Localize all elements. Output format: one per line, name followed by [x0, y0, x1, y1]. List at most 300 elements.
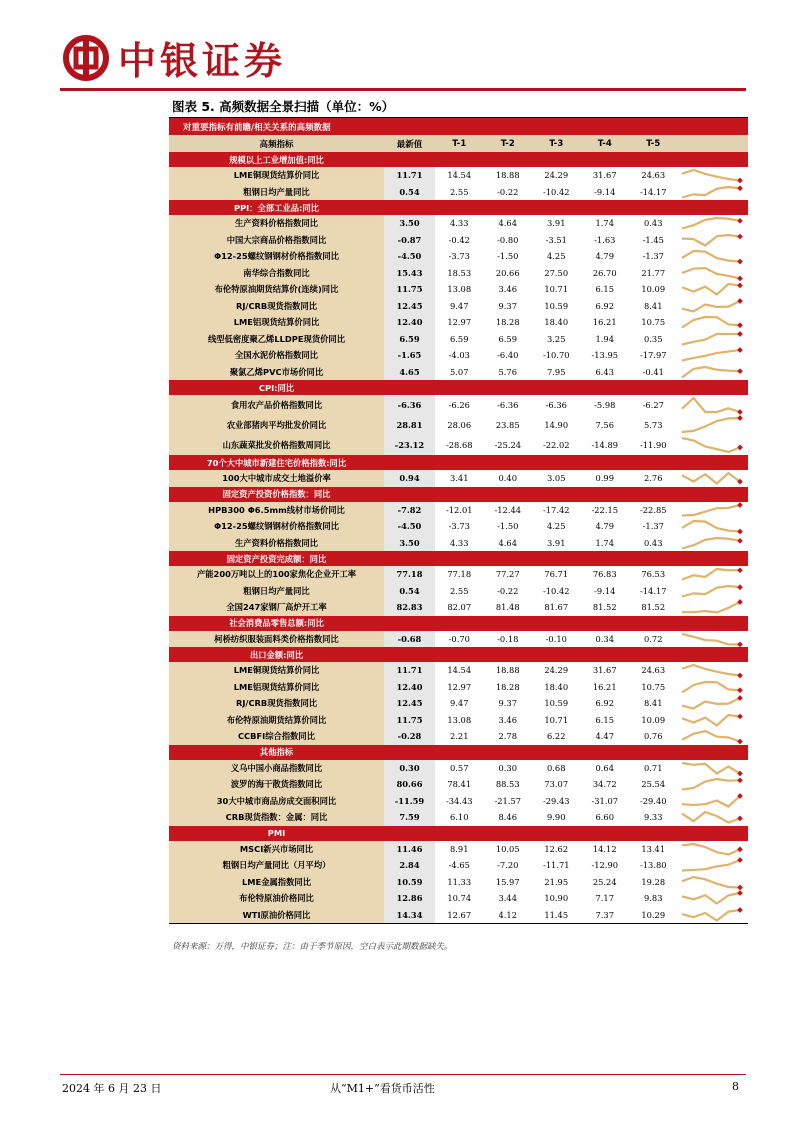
section-header [169, 826, 748, 841]
sparkline-latest-marker [737, 673, 743, 679]
sparkline [678, 566, 748, 583]
period-value: -29.43 [542, 795, 570, 806]
latest-value: 3.50 [384, 215, 435, 232]
sparkline [678, 435, 748, 455]
period-value: 18.88 [495, 665, 520, 676]
period-value: 19.28 [641, 876, 666, 887]
table-row [169, 712, 748, 729]
sparkline-path [682, 586, 740, 597]
trend-cell [678, 695, 748, 712]
sparkline-path [682, 731, 740, 742]
trend-cell [678, 776, 748, 793]
sparkline-latest-marker [737, 739, 743, 745]
latest-value: -7.82 [384, 502, 435, 519]
sparkline [678, 364, 748, 381]
sparkline-latest-marker [737, 218, 743, 224]
sparkline-latest-marker [737, 890, 743, 896]
period-value: -10.70 [542, 350, 570, 361]
period-value: -6.36 [545, 400, 567, 410]
sparkline-path [682, 268, 740, 279]
trend-cell [678, 470, 748, 487]
period-value: 34.72 [592, 779, 617, 790]
period-value: 15.97 [495, 876, 520, 887]
trend-cell [678, 857, 748, 874]
sparkline [678, 395, 748, 415]
trend-cell [678, 184, 748, 201]
period-value: -0.70 [448, 633, 470, 644]
period-value: -14.17 [639, 585, 667, 596]
period-value: 82.07 [447, 602, 472, 613]
period-value: 5.07 [450, 366, 469, 377]
period-value: -1.37 [642, 251, 664, 262]
period-value: 24.29 [544, 170, 569, 181]
sparkline-path [682, 860, 740, 871]
sparkline-latest-marker [737, 283, 743, 289]
section-header [169, 745, 748, 760]
sparkline [678, 583, 748, 600]
sparkline [678, 907, 748, 924]
period-value: -13.95 [591, 350, 619, 361]
sparkline [678, 535, 748, 552]
period-value: -6.27 [642, 400, 664, 410]
sparkline-latest-marker [737, 368, 743, 374]
table-row [169, 415, 748, 435]
period-value: 12.97 [447, 681, 472, 692]
period-value: -3.51 [545, 234, 567, 245]
period-value: 16.21 [592, 681, 617, 692]
period-value: 1.94 [595, 333, 614, 344]
period-value: 0.34 [595, 633, 614, 644]
latest-value: -1.65 [384, 347, 435, 364]
sparkline [678, 415, 748, 435]
indicator-name: 全国水泥价格指数同比 [169, 347, 384, 364]
period-value: 24.29 [544, 665, 569, 676]
period-value: -29.40 [639, 795, 667, 806]
period-value: 10.09 [641, 284, 666, 295]
table-row [169, 347, 748, 364]
sparkline-latest-marker [737, 687, 743, 693]
header-rule [60, 88, 746, 91]
period-value: -21.57 [494, 795, 522, 806]
period-value: 3.25 [547, 333, 566, 344]
period-value: -12.44 [494, 504, 522, 515]
period-value: -10.42 [542, 186, 570, 197]
period-value: -1.63 [594, 234, 616, 245]
table-row [169, 502, 748, 519]
section-header [169, 616, 748, 631]
period-value: -14.17 [639, 186, 667, 197]
section-title: 规模以上工业增加值:同比 [229, 154, 324, 165]
period-value: -28.68 [445, 440, 473, 450]
latest-value: 80.66 [384, 776, 435, 793]
table-row [169, 518, 748, 535]
period-value: 3.46 [498, 284, 517, 295]
period-value: 24.63 [641, 170, 666, 181]
period-value: 3.44 [498, 893, 517, 904]
sparkline-path [682, 602, 740, 613]
period-value: -17.42 [542, 504, 570, 515]
latest-value: 12.40 [384, 314, 435, 331]
section-header [169, 551, 748, 566]
sparkline [678, 728, 748, 745]
period-value: 13.08 [447, 284, 472, 295]
period-value: 18.40 [544, 317, 569, 328]
indicator-name: 食用农产品价格指数同比 [169, 395, 384, 415]
indicator-name: 南华综合指数同比 [169, 265, 384, 282]
period-value: 9.83 [644, 893, 663, 904]
table-row [169, 728, 748, 745]
indicator-name: 100大中城市成交土地溢价率 [169, 470, 384, 487]
period-value: 5.76 [498, 366, 517, 377]
period-value: 9.47 [450, 300, 469, 311]
period-value: -1.50 [497, 251, 519, 262]
sparkline-latest-marker [737, 641, 743, 647]
period-value: 76.71 [544, 569, 569, 580]
period-value: 0.57 [450, 762, 469, 773]
trend-cell [678, 662, 748, 679]
trend-cell [678, 364, 748, 381]
period-value: 2.21 [450, 731, 469, 742]
section-header [169, 487, 748, 502]
indicator-name: 粗钢日均产量同比（月平均） [169, 857, 384, 874]
sparkline-path [682, 438, 740, 452]
indicator-name: 布伦特原油期货结算价(连续)同比 [169, 281, 384, 298]
indicator-name: LME铝现货结算价同比 [169, 314, 384, 331]
sparkline [678, 662, 748, 679]
period-value: 6.92 [595, 300, 614, 311]
period-value: 6.15 [595, 284, 614, 295]
latest-value: 0.30 [384, 760, 435, 777]
sparkline-path [682, 796, 740, 807]
period-value: 4.64 [498, 218, 517, 229]
period-value: 6.10 [450, 812, 469, 823]
latest-value: 82.83 [384, 599, 435, 616]
sparkline-path [682, 235, 740, 246]
column-header: T-4 [597, 138, 612, 149]
period-value: -22.85 [639, 504, 667, 515]
section-title: PPI：全部工业品:同比 [234, 202, 319, 213]
section-title: 70个大中城市新建住宅价格指数:同比 [206, 457, 347, 468]
latest-value: 3.50 [384, 535, 435, 552]
trend-cell [678, 232, 748, 249]
period-value: 21.77 [641, 267, 666, 278]
brand-name: 中银证券 [118, 39, 287, 83]
period-value: 9.37 [498, 698, 517, 709]
indicator-name: WTI原油价格同比 [169, 907, 384, 924]
trend-cell [678, 167, 748, 184]
period-value: 81.52 [641, 602, 666, 613]
table-row [169, 857, 748, 874]
table-row [169, 776, 748, 793]
period-value: -4.03 [448, 350, 470, 361]
indicator-name: 义乌中国小商品指数同比 [169, 760, 384, 777]
indicator-name: 生产资料价格指数同比 [169, 215, 384, 232]
table-row [169, 566, 748, 583]
trend-cell [678, 760, 748, 777]
period-value: 8.46 [498, 812, 517, 823]
table-row [169, 298, 748, 315]
period-value: 8.41 [644, 300, 663, 311]
trend-cell [678, 841, 748, 858]
period-value: 3.05 [547, 473, 566, 484]
period-value: -6.40 [497, 350, 519, 361]
period-value: 4.12 [498, 909, 517, 920]
indicator-name: 农业部猪肉平均批发价同比 [169, 415, 384, 435]
table-row [169, 535, 748, 552]
period-value: -12.90 [591, 860, 619, 871]
period-value: 18.88 [495, 170, 520, 181]
period-value: 10.74 [447, 893, 472, 904]
period-value: -0.41 [642, 366, 664, 377]
trend-cell [678, 599, 748, 616]
period-value: 3.91 [547, 537, 566, 548]
sparkline-path [682, 634, 740, 645]
footer-rule [60, 1074, 746, 1075]
sparkline-path [682, 893, 740, 904]
period-value: 31.67 [592, 665, 617, 676]
sparkline-path [682, 779, 740, 790]
sparkline-latest-marker [737, 415, 743, 421]
trend-cell [678, 395, 748, 415]
period-value: 77.27 [495, 569, 520, 580]
period-value: 27.50 [544, 267, 569, 278]
trend-cell [678, 712, 748, 729]
latest-value: 2.84 [384, 857, 435, 874]
sparkline-path [682, 218, 740, 229]
indicator-name: HPB300 Φ6.5mm线材市场价同比 [169, 502, 384, 519]
table-row [169, 679, 748, 696]
period-value: 25.24 [592, 876, 617, 887]
sparkline [678, 470, 748, 487]
period-value: 9.33 [644, 812, 663, 823]
period-value: 81.48 [495, 602, 520, 613]
period-value: -11.90 [639, 440, 667, 450]
latest-value: -4.50 [384, 518, 435, 535]
period-value: -1.45 [642, 234, 664, 245]
trend-cell [678, 331, 748, 348]
trend-cell [678, 415, 748, 435]
sparkline-latest-marker [737, 331, 743, 337]
period-value: -6.26 [448, 400, 470, 410]
latest-value: 12.45 [384, 695, 435, 712]
period-value: 10.90 [544, 893, 569, 904]
section-title: 固定资产投资完成额：同比 [226, 553, 327, 564]
period-value: 0.76 [644, 731, 663, 742]
column-header: T-5 [646, 138, 661, 149]
column-header: T-3 [549, 138, 564, 149]
period-value: 9.47 [450, 698, 469, 709]
period-value: -25.24 [494, 440, 522, 450]
trend-cell [678, 793, 748, 810]
sparkline-latest-marker [737, 347, 743, 353]
period-value: 10.75 [641, 317, 666, 328]
indicator-name: 中国大宗商品价格指数同比 [169, 232, 384, 249]
trend-cell [678, 518, 748, 535]
sparkline-latest-marker [737, 185, 743, 191]
sparkline [678, 248, 748, 265]
table-row [169, 599, 748, 616]
trend-cell [678, 907, 748, 924]
period-value: 11.33 [447, 876, 472, 887]
column-header: T-1 [452, 138, 467, 149]
sparkline-latest-marker [737, 233, 743, 239]
period-value: 1.74 [595, 537, 614, 548]
table-row [169, 395, 748, 415]
period-value: 4.25 [547, 251, 566, 262]
latest-value: 14.34 [384, 907, 435, 924]
sparkline [678, 776, 748, 793]
period-value: 0.43 [644, 218, 663, 229]
period-value: 14.12 [592, 843, 617, 854]
period-value: 9.90 [547, 812, 566, 823]
period-value: 10.59 [544, 300, 569, 311]
latest-value: -6.36 [384, 395, 435, 415]
table-row [169, 281, 748, 298]
sparkline-latest-marker [737, 529, 743, 535]
section-title: 出口金额:同比 [249, 649, 304, 660]
sparkline-path [682, 418, 740, 432]
trend-cell [678, 566, 748, 583]
latest-value: -0.28 [384, 728, 435, 745]
table-row [169, 662, 748, 679]
period-value: 4.33 [450, 218, 469, 229]
period-value: 14.90 [544, 420, 569, 430]
sparkline [678, 874, 748, 891]
sparkline-path [682, 350, 740, 361]
table-row [169, 841, 748, 858]
period-value: 10.09 [641, 714, 666, 725]
trend-cell [678, 314, 748, 331]
sparkline-path [682, 715, 740, 726]
period-value: 6.43 [595, 366, 614, 377]
latest-value: 0.54 [384, 583, 435, 600]
period-value: -0.80 [497, 234, 519, 245]
sparkline-path [682, 844, 740, 855]
period-value: 11.45 [544, 909, 569, 920]
sparkline [678, 265, 748, 282]
table-row [169, 331, 748, 348]
period-value: 25.54 [641, 779, 666, 790]
period-value: 0.72 [644, 633, 663, 644]
period-value: -22.02 [542, 440, 570, 450]
period-value: 76.53 [641, 569, 666, 580]
period-value: 81.67 [544, 602, 569, 613]
sparkline [678, 760, 748, 777]
period-value: 3.46 [498, 714, 517, 725]
section-header [169, 455, 748, 470]
period-value: 76.83 [592, 569, 617, 580]
trend-cell [678, 809, 748, 826]
sparkline [678, 841, 748, 858]
period-value: 7.56 [595, 420, 614, 430]
sparkline-path [682, 682, 740, 693]
period-value: 4.33 [450, 537, 469, 548]
period-value: 7.37 [595, 909, 614, 920]
sparkline-path [682, 284, 740, 295]
latest-value: 11.75 [384, 281, 435, 298]
indicator-name: RJ/CRB现货指数同比 [169, 298, 384, 315]
section-header [169, 200, 748, 215]
sparkline-path [682, 569, 740, 580]
period-value: -13.80 [639, 860, 667, 871]
column-header-row [169, 135, 748, 152]
period-value: 2.55 [450, 186, 469, 197]
latest-value: 77.18 [384, 566, 435, 583]
sparkline-path [682, 317, 740, 328]
section-header [169, 380, 748, 395]
period-value: 2.55 [450, 585, 469, 596]
page-number: 8 [732, 1080, 739, 1093]
indicator-name: 30大中城市商品房成交面积同比 [169, 793, 384, 810]
figure-title: 图表 5. 高频数据全景扫描（单位：%） [172, 99, 395, 114]
period-value: 10.29 [641, 909, 666, 920]
period-value: -11.71 [542, 860, 570, 871]
section-header [169, 152, 748, 167]
indicator-name: LME铜现货结算价同比 [169, 662, 384, 679]
period-value: 0.99 [595, 473, 614, 484]
latest-value: -0.68 [384, 631, 435, 648]
period-value: -0.22 [497, 585, 519, 596]
period-value: -0.18 [497, 633, 519, 644]
sparkline-path [682, 698, 740, 709]
trend-cell [678, 347, 748, 364]
period-value: 10.05 [495, 843, 520, 854]
period-value: -34.43 [445, 795, 473, 806]
period-value: -17.97 [639, 350, 667, 361]
period-value: 20.66 [495, 267, 520, 278]
indicator-name: 线型低密度聚乙烯LLDPE现货价同比 [169, 331, 384, 348]
sparkline-latest-marker [737, 816, 743, 822]
period-value: 2.76 [644, 473, 663, 484]
period-value: 14.54 [447, 170, 472, 181]
indicator-name: 生产资料价格指数同比 [169, 535, 384, 552]
sparkline-path [682, 910, 740, 921]
indicator-name: LME金属指数同比 [169, 874, 384, 891]
period-value: -9.14 [594, 585, 616, 596]
sparkline-path [682, 170, 740, 181]
table-row [169, 695, 748, 712]
period-value: 6.92 [595, 698, 614, 709]
period-value: 10.71 [544, 284, 569, 295]
sparkline-latest-marker [737, 409, 743, 415]
period-value: 12.97 [447, 317, 472, 328]
sparkline [678, 331, 748, 348]
trend-cell [678, 583, 748, 600]
period-value: 31.67 [592, 170, 617, 181]
table-row [169, 907, 748, 924]
sparkline [678, 695, 748, 712]
period-value: 8.91 [450, 843, 469, 854]
sparkline-path [682, 763, 740, 774]
latest-value: 4.65 [384, 364, 435, 381]
footer-date: 2024 年 6 月 23 日 [62, 1082, 162, 1095]
period-value: 73.07 [544, 779, 569, 790]
sparkline-path [682, 251, 740, 262]
section-title: 固定资产投资价格指数：同比 [222, 489, 331, 499]
latest-value: 11.75 [384, 712, 435, 729]
indicator-name: MSCI新兴市场同比 [169, 841, 384, 858]
latest-value: 15.43 [384, 265, 435, 282]
period-value: 6.59 [450, 333, 469, 344]
trend-cell [678, 535, 748, 552]
period-value: 24.63 [641, 665, 666, 676]
period-value: 3.91 [547, 218, 566, 229]
period-value: 23.85 [495, 420, 520, 430]
logo [62, 30, 286, 85]
period-value: 78.41 [447, 779, 472, 790]
indicator-name: 山东蔬菜批发价格指数周同比 [169, 435, 384, 455]
period-value: 88.53 [495, 779, 520, 790]
